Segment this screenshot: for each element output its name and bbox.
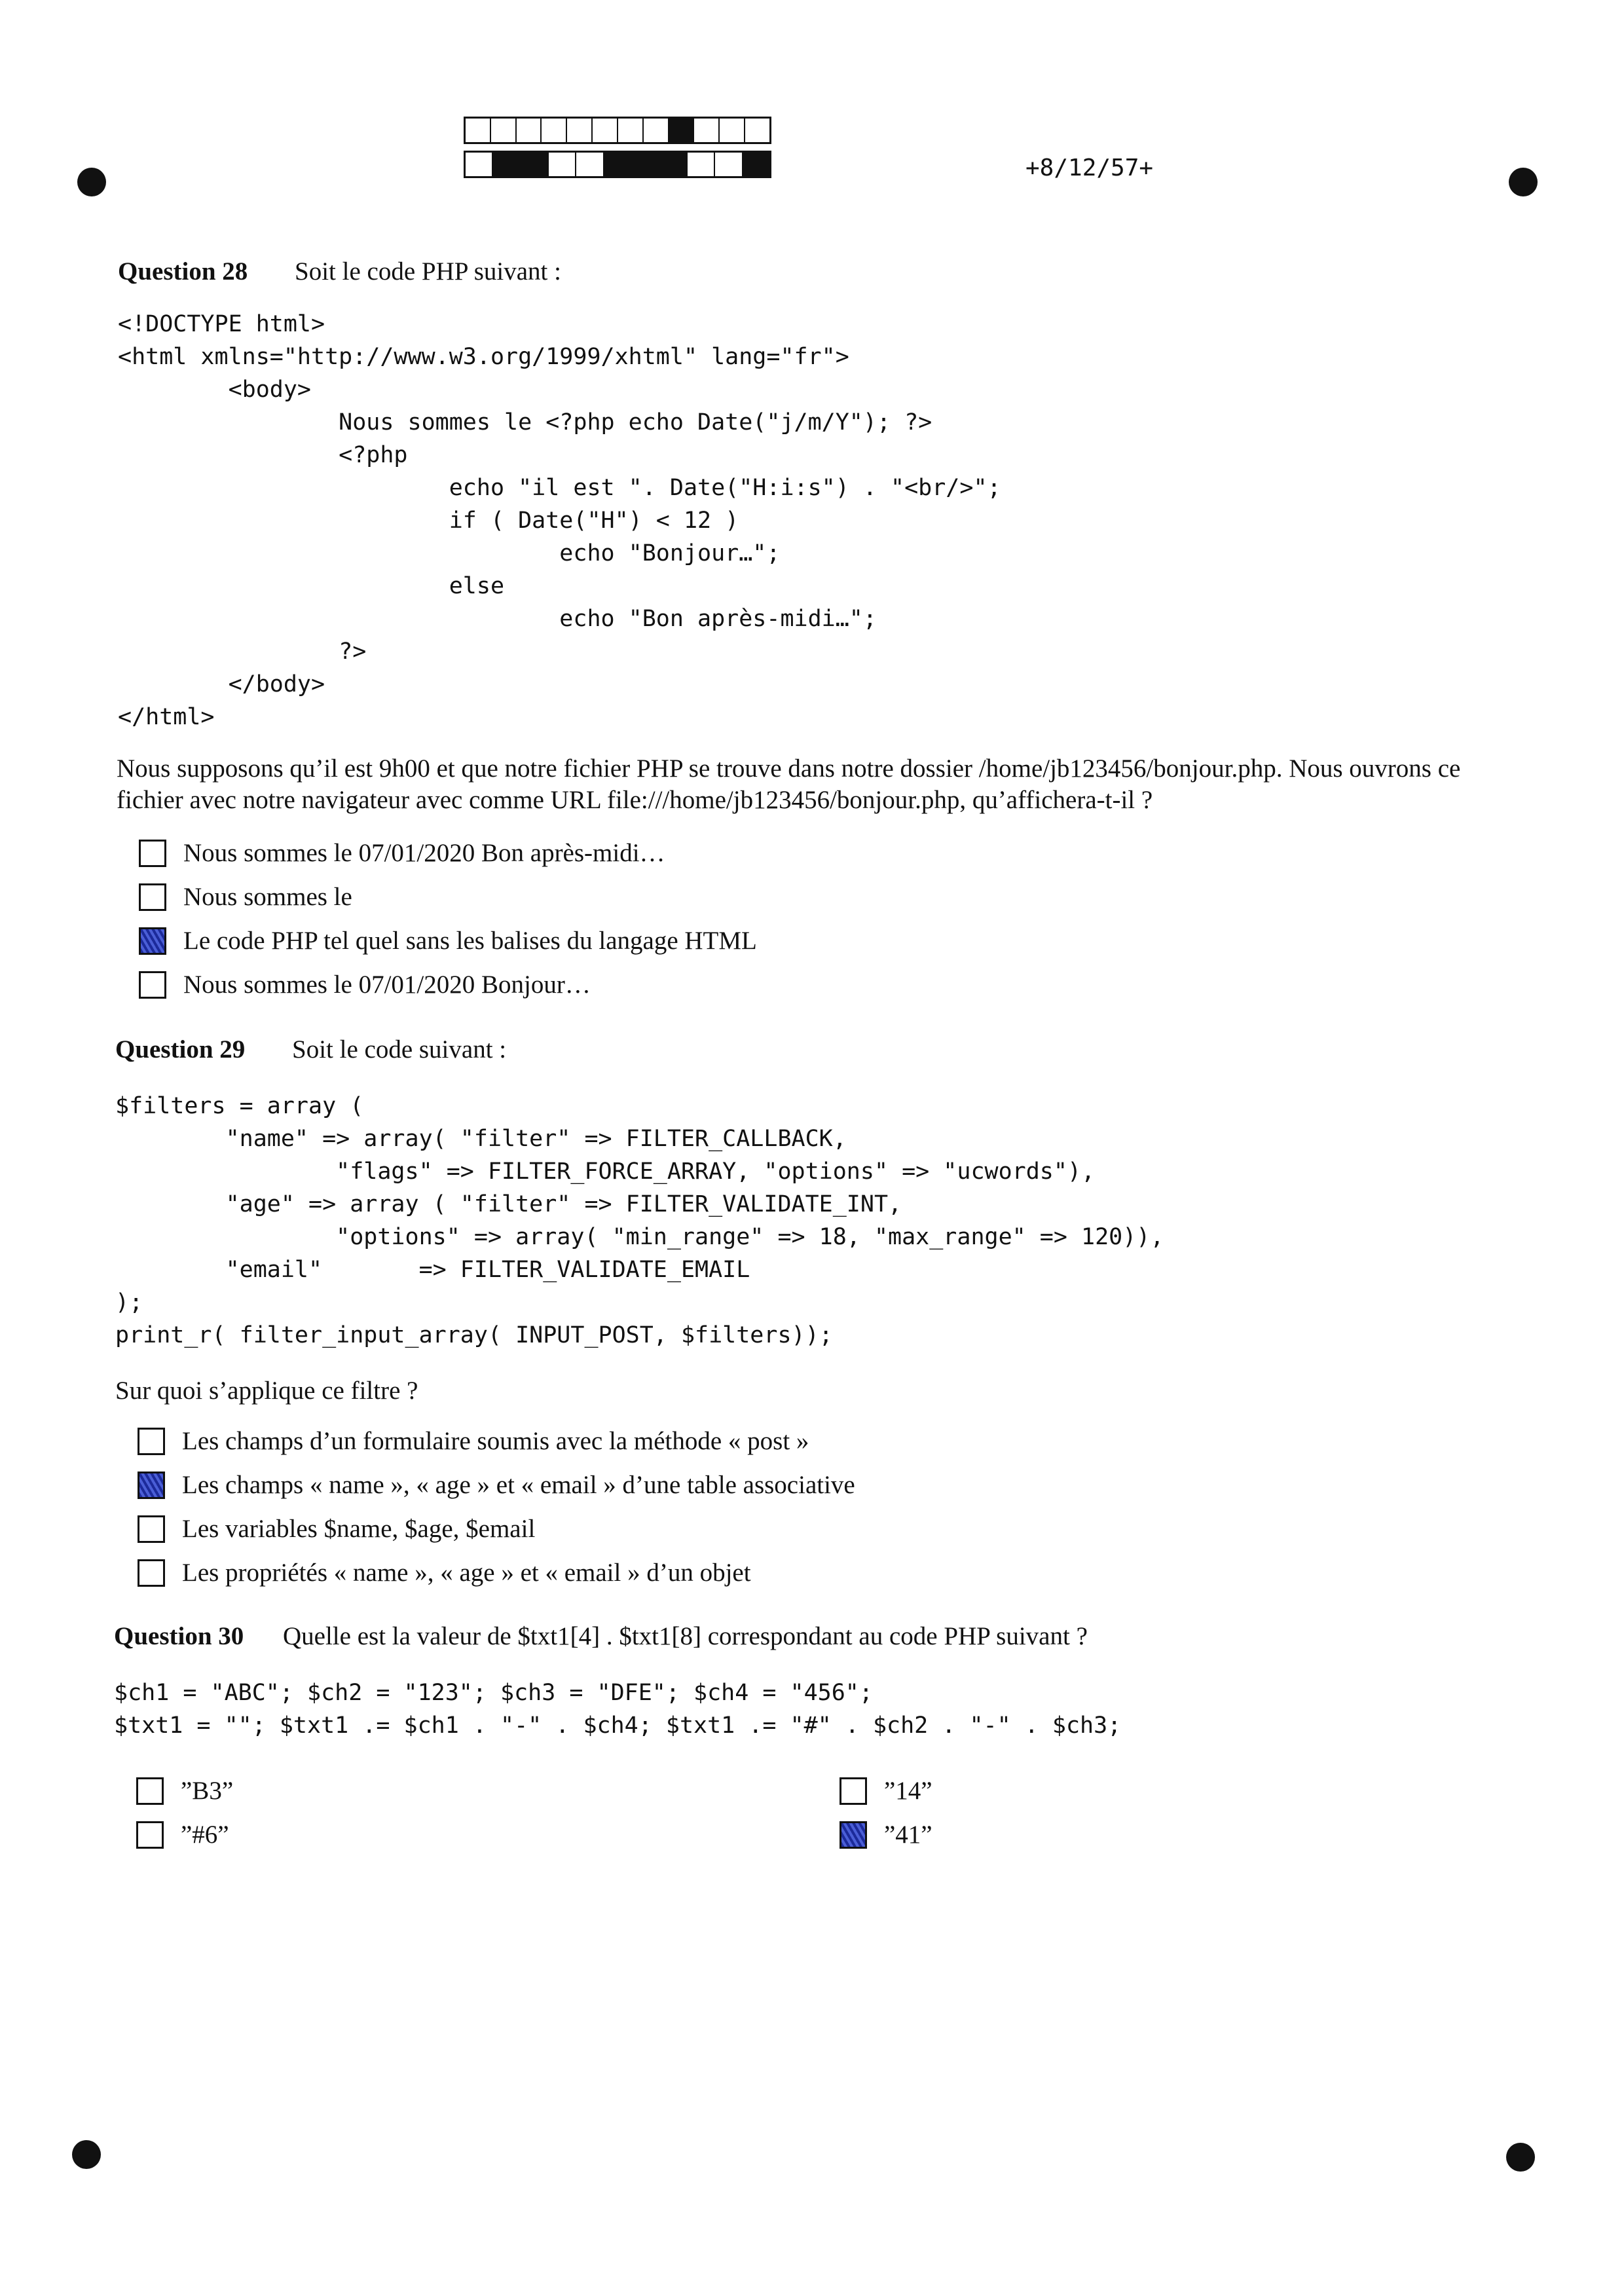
registration-mark-bottom-right bbox=[1506, 2143, 1535, 2172]
checkbox-checked[interactable] bbox=[840, 1821, 867, 1849]
option-label: Nous sommes le bbox=[183, 883, 352, 911]
checkbox[interactable] bbox=[840, 1777, 867, 1805]
answer-option[interactable] bbox=[138, 1470, 855, 1500]
answer-option[interactable] bbox=[138, 1426, 809, 1456]
page-id-code-boxes bbox=[464, 117, 771, 185]
option-label: Les champs d’un formulaire soumis avec la méthode « post » bbox=[182, 1427, 809, 1455]
question-prompt: Soit le code suivant : bbox=[292, 1035, 507, 1064]
question-28-text: Nous supposons qu’il est 9h00 et que notre fichier PHP se trouve dans notre dossier /home/jb123456/bonjour.php. Nous ouvrons ce fichier avec notre navigateur avec comme URL file:///home/jb123456/bonjour.php, qu’affichera-t-il ? bbox=[117, 754, 1461, 814]
answer-option[interactable] bbox=[139, 926, 757, 955]
question-30-header bbox=[114, 1621, 1088, 1651]
option-label: Le code PHP tel quel sans les balises du langage HTML bbox=[183, 927, 757, 955]
registration-mark-bottom-left bbox=[72, 2140, 101, 2169]
answer-option[interactable] bbox=[139, 970, 591, 999]
question-prompt: Soit le code PHP suivant : bbox=[295, 257, 561, 286]
checkbox-checked[interactable] bbox=[139, 927, 166, 955]
checkbox[interactable] bbox=[139, 840, 166, 867]
code-block-q30: $ch1 = "ABC"; $ch2 = "123"; $ch3 = "DFE"; $ch4 = "456"; $txt1 = ""; $txt1 .= $ch1 . "-" . $ch4; $txt1 .= "#" . $ch2 . "-" . $ch3; bbox=[114, 1680, 1122, 1739]
option-label: Les champs « name », « age » et « email » d’une table associative bbox=[182, 1471, 855, 1499]
option-label: ”14” bbox=[884, 1777, 932, 1805]
checkbox[interactable] bbox=[138, 1428, 165, 1455]
checkbox[interactable] bbox=[139, 883, 166, 911]
option-label: ”41” bbox=[884, 1821, 932, 1849]
answer-option[interactable] bbox=[840, 1820, 932, 1849]
question-29-header bbox=[115, 1035, 506, 1064]
option-label: Nous sommes le 07/01/2020 Bonjour… bbox=[183, 971, 591, 999]
answer-option[interactable] bbox=[136, 1776, 233, 1805]
answer-option[interactable] bbox=[138, 1514, 535, 1544]
code-block-q28: <!DOCTYPE html> <html xmlns="http://www.w3.org/1999/xhtml" lang="fr"> <body> Nous sommes le <?php echo Date("j/m/Y"); ?> <?php echo "il est ". Date("H:i:s") . "<br/>"; if ( Date("H") < 12 ) echo "Bonjour…"; else echo "Bon après-midi…"; ?> </body> </html> bbox=[118, 311, 1001, 730]
page-code: +8/12/57+ bbox=[1025, 155, 1154, 181]
answer-option[interactable] bbox=[139, 838, 665, 868]
question-label: Question 28 bbox=[118, 257, 248, 286]
checkbox-checked[interactable] bbox=[138, 1472, 165, 1499]
registration-mark-top-left bbox=[77, 168, 106, 196]
question-29-text: Sur quoi s’applique ce filtre ? bbox=[115, 1377, 418, 1405]
option-label: ”#6” bbox=[181, 1821, 229, 1849]
option-label: ”B3” bbox=[181, 1777, 234, 1805]
option-label: Les propriétés « name », « age » et « email » d’un objet bbox=[182, 1559, 751, 1587]
answer-option[interactable] bbox=[139, 882, 352, 912]
answer-option[interactable] bbox=[136, 1820, 229, 1849]
option-label: Nous sommes le 07/01/2020 Bon après-midi… bbox=[183, 839, 665, 867]
question-label: Question 30 bbox=[114, 1622, 244, 1650]
answer-option[interactable] bbox=[138, 1558, 751, 1587]
checkbox[interactable] bbox=[136, 1777, 164, 1805]
registration-mark-top-right bbox=[1509, 168, 1538, 196]
answer-option[interactable] bbox=[840, 1776, 932, 1805]
question-28-header bbox=[118, 257, 561, 286]
checkbox[interactable] bbox=[138, 1515, 165, 1543]
checkbox[interactable] bbox=[138, 1559, 165, 1587]
question-prompt: Quelle est la valeur de $txt1[4] . $txt1[8] correspondant au code PHP suivant ? bbox=[283, 1622, 1088, 1650]
code-block-q29: $filters = array ( "name" => array( "filter" => FILTER_CALLBACK, "flags" => FILTER_FORCE_ARRAY, "options" => "ucwords"), "age" => array ( "filter" => FILTER_VALIDATE_INT, "options" => array( "min_range" => 18, "max_range" => 120)), "email" => FILTER_VALIDATE_EMAIL ); print_r( filter_input_array( INPUT_POST, $filters)); bbox=[115, 1093, 1164, 1348]
option-label: Les variables $name, $age, $email bbox=[182, 1515, 536, 1543]
question-label: Question 29 bbox=[115, 1035, 246, 1064]
checkbox[interactable] bbox=[136, 1821, 164, 1849]
checkbox[interactable] bbox=[139, 971, 166, 999]
